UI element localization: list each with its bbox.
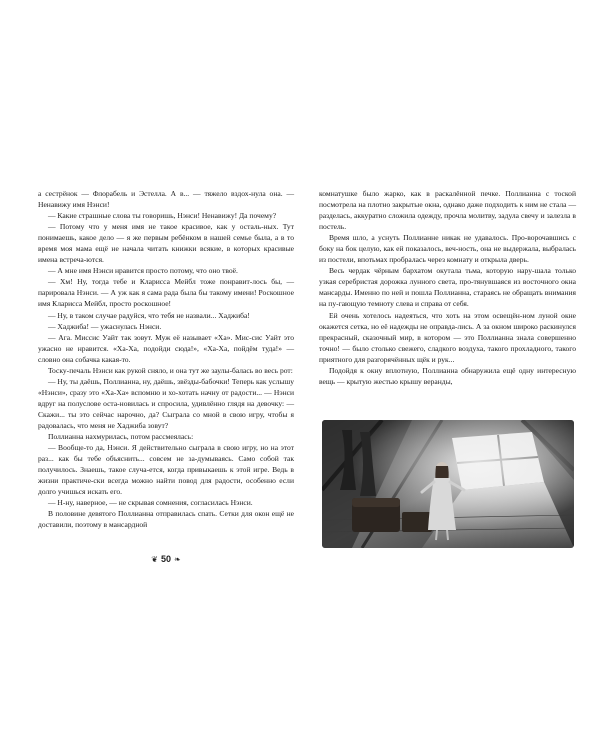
page-number bbox=[146, 552, 186, 566]
paragraph: Подойдя к окну вплотную, Поллианна обнаружила ещё одну интересную вещь — крытую жестью крышу веранды, bbox=[319, 365, 576, 386]
paragraph: Тоску-печаль Нэнси как рукой сняло, и она тут же заулы-балась во весь рот: bbox=[48, 365, 293, 375]
paragraph: Весь чердак чёрным бархатом окутала тьма, которую нару-шала только узкая серебристая дорожка лунного света, про-тянувшаяся из восточного окна мансарды. Именно по ней и пошла Поллианна, стараясь не обращать внимания на пу-гающую темноту слева и справа от себя. bbox=[319, 266, 576, 309]
paragraph: — Н-ну, наверное, — не скрывая сомнения, согласилась Нэнси. bbox=[48, 498, 253, 508]
left-page-text bbox=[38, 188, 294, 530]
ornament-right-icon: ❧ bbox=[174, 554, 181, 564]
attic-illustration bbox=[322, 420, 574, 548]
paragraph: Время шло, а уснуть Поллианне никак не удавалось. Про-ворочавшись с боку на бок целую, как ей показалось, веч-ность, она не выдержала, выбралась из постели, впотьмах пробралась через комнату и открыла дверь. bbox=[319, 233, 576, 265]
paragraph: — Ну, в таком случае радуйся, что тебя не назвали... Хаджиба! bbox=[48, 310, 250, 320]
paragraph: комнатушке было жарко, как в раскалённой печке. Поллианна с тоской посмотрела на плотно закрытые окна, однако даже подходить к ним не стала — разделась, аккуратно сложила одежду, прочла молитву, задула свечу и залезла в постель. bbox=[319, 189, 576, 232]
paragraph: Поллианна нахмурилась, потом рассмеялась: bbox=[48, 432, 194, 442]
paragraph: В половине девятого Поллианна отправилась спать. Сетки для окон ещё не доставили, поэтому в мансардной bbox=[38, 509, 294, 530]
page-number-value: 50 bbox=[160, 554, 171, 564]
paragraph: — А мне имя Нэнси нравится просто потому, что оно твоё. bbox=[48, 266, 238, 276]
right-page-text bbox=[319, 188, 576, 387]
paragraph: Ей очень хотелось надеяться, что хоть на этом освещён-ном луной окне окажется сетка, но её надежды не оправда-лись. А за окном широко раскинулся прекрасный, сказочный мир, в котором — это Поллианна знала совершенно точно! — было столько свежего, сладкого воздуха, такого прохладного, такого приятного для разгорячённых щёк и рук... bbox=[319, 310, 576, 364]
paragraph: — Вообще-то да, Нэнси. Я действительно сыграла в свою игру, но на этот раз... как бы тебе объяснить... совсем не за-думываясь. Само собой так получилось. Знаешь, такое случа-ется, когда привыкаешь к этой игре. Ведь в жизни практиче-ски всегда можно найти повод для радости, особенно если долго учишься искать его. bbox=[38, 443, 294, 497]
paragraph: — Какие страшные слова ты говоришь, Нэнси! Ненавижу! Да почему? bbox=[48, 211, 277, 221]
paragraph: а сестрёнок — Флорабель и Эстелла. А в... — тяжело вздох-нула она. — Ненавижу имя Нэнси! bbox=[38, 189, 294, 210]
attic-window-illustration-icon bbox=[322, 420, 574, 548]
paragraph: — Хм! Ну, тогда тебе и Кларисса Мейбл тоже понравит-лось бы, — парировала Нэнси. — А уж как я сама рада была бы такому имени! Роскошное имя Кларисса Мейбл, просто роскошное! bbox=[38, 277, 294, 309]
paragraph: — Ага. Миссис Уайт так зовут. Муж её называет «Ха». Мис-сис Уайт это ужасно не нравится. «Ха-Ха, подойди сюда!», «Ха-Ха, пойдём туда!» — словно она собачка какая-то. bbox=[38, 332, 294, 364]
paragraph: — Ну, ты даёшь, Поллианна, ну, даёшь, звёзды-бабочки! Теперь как услышу «Нэнси», сразу это «Ха-Ха» вспомню и хо-хотать начну от радости... — Нэнси вдруг на полуслове оста-новилась и спросила, удивлённо глядя на девочку: — Скажи... ты это сейчас нарочно, да? Сыграла со мной в свою игру, чтобы я радовалась, что меня не Хаджиба зовут? bbox=[38, 376, 294, 430]
paragraph: — Потому что у меня имя не такое красивое, как у осталь-ных. Тут понимаешь, какое дело — я же первым ребёнком в нашей семье была, а в то время моя мама ещё не начала читать книжки всякие, в которых красивые имена встреча-ются. bbox=[38, 222, 294, 265]
paragraph: — Хаджиба! — ужаснулась Нэнси. bbox=[48, 321, 162, 331]
ornament-left-icon: ❦ bbox=[151, 554, 158, 564]
